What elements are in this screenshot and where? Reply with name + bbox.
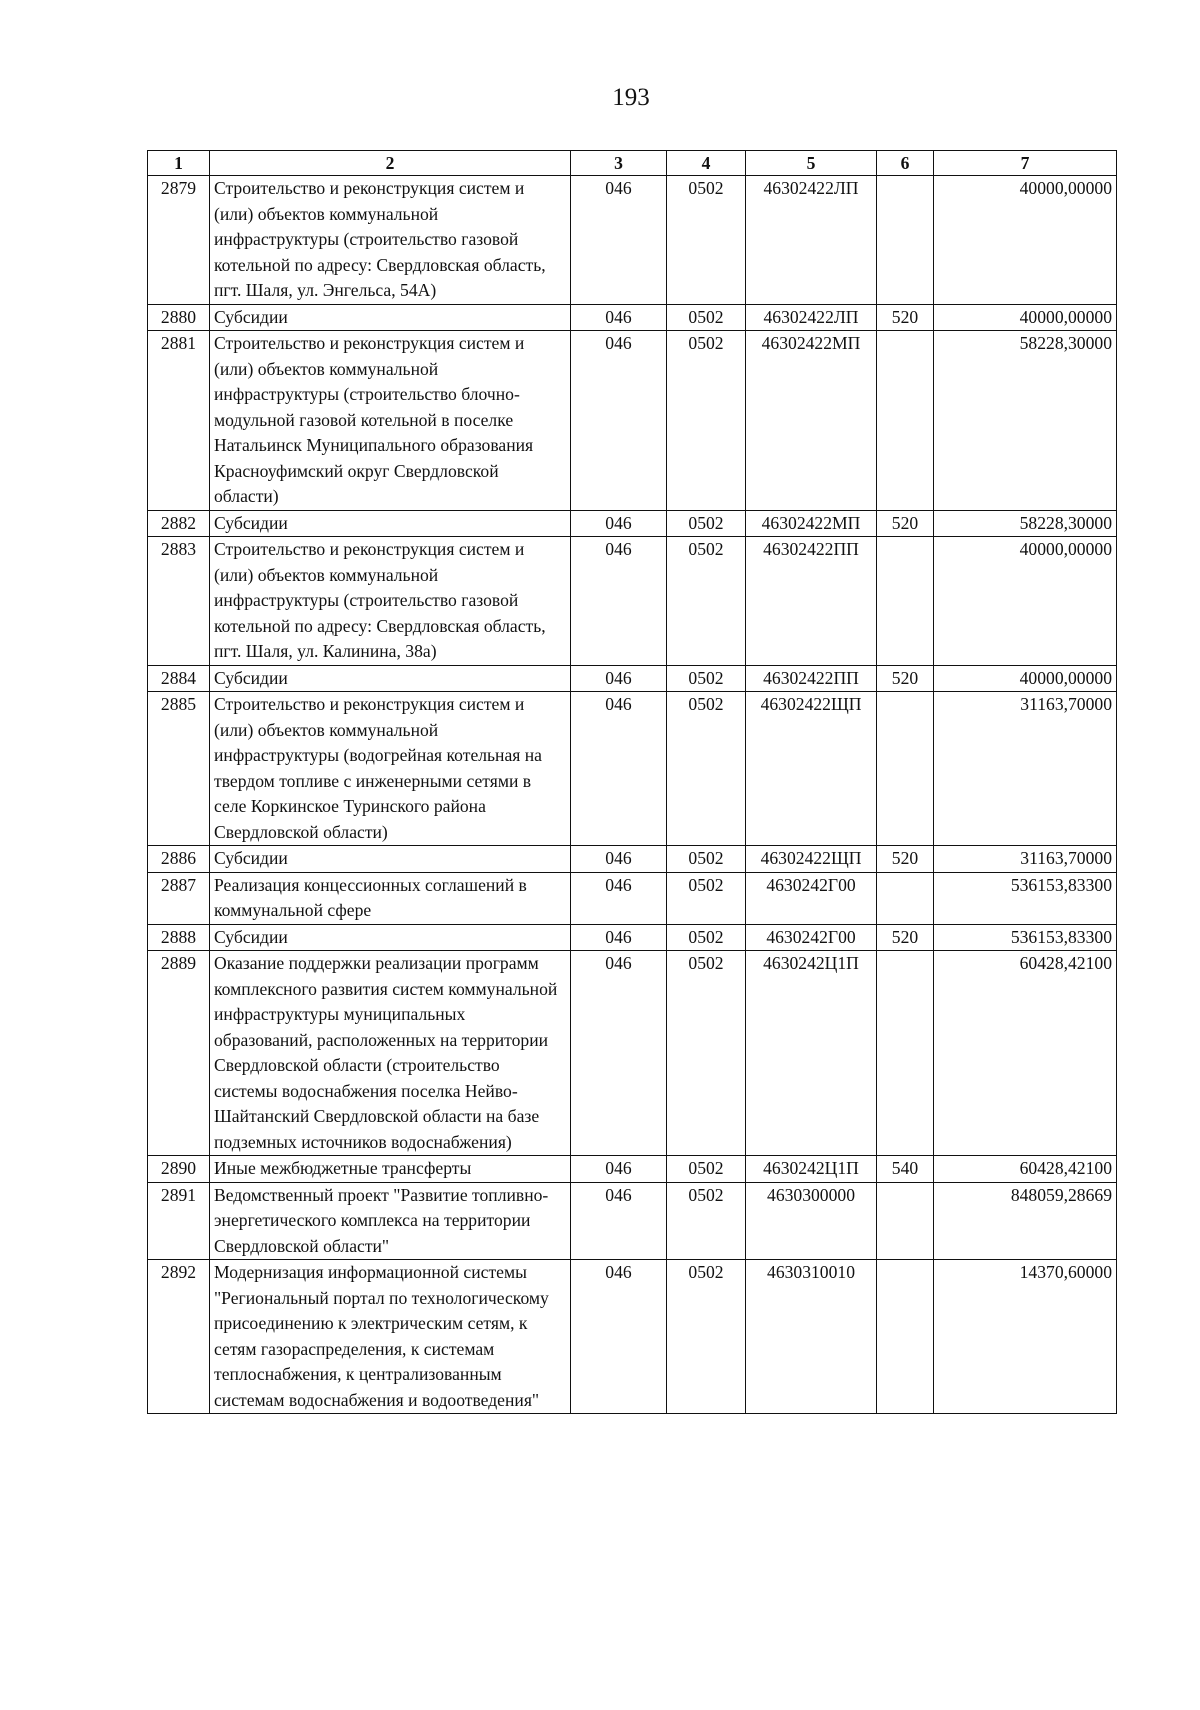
row-name: Оказание поддержки реализации программ комплексного развития систем коммунальной инфраструктуры муниципальных образований, расположенных на территории Свердловской области (строительство системы водоснабжения поселка Нейво-Шайтанский Свердловской области на базе подземных источников водоснабжения) bbox=[210, 951, 571, 1156]
row-target-code: 46302422МП bbox=[746, 510, 877, 537]
row-section-code: 0502 bbox=[667, 951, 746, 1156]
row-expense-type: 520 bbox=[877, 304, 934, 331]
row-name: Субсидии bbox=[210, 924, 571, 951]
row-expense-type bbox=[877, 951, 934, 1156]
row-name: Модернизация информационной системы "Региональный портал по технологическому присоединению к электрическим сетям, к сетям газораспределения, к системам теплоснабжения, к централизованным системам водоснабжения и водоотведения" bbox=[210, 1260, 571, 1414]
row-name: Реализация концессионных соглашений в коммунальной сфере bbox=[210, 872, 571, 924]
row-target-code: 4630242Ц1П bbox=[746, 1156, 877, 1183]
row-name: Субсидии bbox=[210, 846, 571, 873]
row-admin-code: 046 bbox=[571, 692, 667, 846]
row-admin-code: 046 bbox=[571, 1182, 667, 1260]
row-number: 2883 bbox=[148, 537, 210, 666]
row-admin-code: 046 bbox=[571, 510, 667, 537]
row-expense-type bbox=[877, 537, 934, 666]
row-admin-code: 046 bbox=[571, 1260, 667, 1414]
row-name: Строительство и реконструкция систем и (или) объектов коммунальной инфраструктуры (строительство газовой котельной по адресу: Свердловская область, пгт. Шаля, ул. Энгельса, 54А) bbox=[210, 176, 571, 305]
row-name: Строительство и реконструкция систем и (или) объектов коммунальной инфраструктуры (строительство блочно-модульной газовой котельной в поселке Натальинск Муниципального образования Красноуфимский округ Свердловской области) bbox=[210, 331, 571, 511]
row-target-code: 46302422ЩП bbox=[746, 692, 877, 846]
row-number: 2891 bbox=[148, 1182, 210, 1260]
row-admin-code: 046 bbox=[571, 951, 667, 1156]
row-name: Субсидии bbox=[210, 665, 571, 692]
row-section-code: 0502 bbox=[667, 665, 746, 692]
row-number: 2886 bbox=[148, 846, 210, 873]
row-section-code: 0502 bbox=[667, 872, 746, 924]
header-row bbox=[148, 151, 1117, 176]
row-amount: 31163,70000 bbox=[934, 692, 1117, 846]
column-header: 4 bbox=[667, 151, 746, 176]
row-target-code: 4630310010 bbox=[746, 1260, 877, 1414]
row-name: Иные межбюджетные трансферты bbox=[210, 1156, 571, 1183]
row-expense-type bbox=[877, 176, 934, 305]
row-amount: 848059,28669 bbox=[934, 1182, 1117, 1260]
row-admin-code: 046 bbox=[571, 924, 667, 951]
row-number: 2887 bbox=[148, 872, 210, 924]
row-target-code: 46302422МП bbox=[746, 331, 877, 511]
row-target-code: 4630242Г00 bbox=[746, 872, 877, 924]
row-number: 2892 bbox=[148, 1260, 210, 1414]
row-admin-code: 046 bbox=[571, 872, 667, 924]
row-expense-type bbox=[877, 692, 934, 846]
row-amount: 40000,00000 bbox=[934, 304, 1117, 331]
table-row bbox=[148, 510, 1117, 537]
row-target-code: 4630242Ц1П bbox=[746, 951, 877, 1156]
table-row bbox=[148, 665, 1117, 692]
row-target-code: 46302422ЛП bbox=[746, 304, 877, 331]
table-row bbox=[148, 924, 1117, 951]
column-header: 1 bbox=[148, 151, 210, 176]
row-amount: 536153,83300 bbox=[934, 872, 1117, 924]
row-section-code: 0502 bbox=[667, 331, 746, 511]
row-expense-type bbox=[877, 1260, 934, 1414]
table-row bbox=[148, 537, 1117, 666]
row-amount: 60428,42100 bbox=[934, 1156, 1117, 1183]
row-admin-code: 046 bbox=[571, 537, 667, 666]
column-header: 7 bbox=[934, 151, 1117, 176]
row-target-code: 46302422ПП bbox=[746, 665, 877, 692]
column-header: 3 bbox=[571, 151, 667, 176]
row-amount: 40000,00000 bbox=[934, 176, 1117, 305]
row-number: 2881 bbox=[148, 331, 210, 511]
row-section-code: 0502 bbox=[667, 176, 746, 305]
row-number: 2879 bbox=[148, 176, 210, 305]
row-amount: 58228,30000 bbox=[934, 331, 1117, 511]
row-section-code: 0502 bbox=[667, 692, 746, 846]
row-expense-type bbox=[877, 872, 934, 924]
row-number: 2889 bbox=[148, 951, 210, 1156]
row-amount: 40000,00000 bbox=[934, 665, 1117, 692]
table-row bbox=[148, 846, 1117, 873]
page-number: 193 bbox=[612, 84, 650, 111]
row-section-code: 0502 bbox=[667, 537, 746, 666]
table-row bbox=[148, 951, 1117, 1156]
row-section-code: 0502 bbox=[667, 1260, 746, 1414]
row-section-code: 0502 bbox=[667, 924, 746, 951]
row-expense-type: 520 bbox=[877, 924, 934, 951]
row-number: 2890 bbox=[148, 1156, 210, 1183]
row-number: 2885 bbox=[148, 692, 210, 846]
row-admin-code: 046 bbox=[571, 304, 667, 331]
row-expense-type: 520 bbox=[877, 665, 934, 692]
row-name: Ведомственный проект "Развитие топливно-энергетического комплекса на территории Свердловской области" bbox=[210, 1182, 571, 1260]
row-target-code: 4630300000 bbox=[746, 1182, 877, 1260]
row-number: 2884 bbox=[148, 665, 210, 692]
row-expense-type: 520 bbox=[877, 510, 934, 537]
row-target-code: 4630242Г00 bbox=[746, 924, 877, 951]
row-expense-type: 540 bbox=[877, 1156, 934, 1183]
row-target-code: 46302422ЩП bbox=[746, 846, 877, 873]
row-section-code: 0502 bbox=[667, 510, 746, 537]
row-amount: 40000,00000 bbox=[934, 537, 1117, 666]
row-amount: 60428,42100 bbox=[934, 951, 1117, 1156]
table-row bbox=[148, 1182, 1117, 1260]
row-expense-type bbox=[877, 1182, 934, 1260]
row-admin-code: 046 bbox=[571, 846, 667, 873]
row-number: 2882 bbox=[148, 510, 210, 537]
row-expense-type bbox=[877, 331, 934, 511]
row-name: Субсидии bbox=[210, 510, 571, 537]
table-row bbox=[148, 304, 1117, 331]
table-row bbox=[148, 872, 1117, 924]
row-name: Субсидии bbox=[210, 304, 571, 331]
table-row bbox=[148, 692, 1117, 846]
row-admin-code: 046 bbox=[571, 176, 667, 305]
row-admin-code: 046 bbox=[571, 331, 667, 511]
table-row bbox=[148, 176, 1117, 305]
table-row bbox=[148, 331, 1117, 511]
row-amount: 31163,70000 bbox=[934, 846, 1117, 873]
row-name: Строительство и реконструкция систем и (или) объектов коммунальной инфраструктуры (водогрейная котельная на твердом топливе с инженерными сетями в селе Коркинское Туринского района Свердловской области) bbox=[210, 692, 571, 846]
budget-table bbox=[147, 150, 1117, 1414]
row-section-code: 0502 bbox=[667, 846, 746, 873]
column-header: 2 bbox=[210, 151, 571, 176]
row-target-code: 46302422ПП bbox=[746, 537, 877, 666]
table-row bbox=[148, 1260, 1117, 1414]
row-section-code: 0502 bbox=[667, 1182, 746, 1260]
row-expense-type: 520 bbox=[877, 846, 934, 873]
row-amount: 58228,30000 bbox=[934, 510, 1117, 537]
row-section-code: 0502 bbox=[667, 304, 746, 331]
column-header: 6 bbox=[877, 151, 934, 176]
row-target-code: 46302422ЛП bbox=[746, 176, 877, 305]
row-number: 2888 bbox=[148, 924, 210, 951]
row-admin-code: 046 bbox=[571, 1156, 667, 1183]
row-admin-code: 046 bbox=[571, 665, 667, 692]
row-name: Строительство и реконструкция систем и (или) объектов коммунальной инфраструктуры (строительство газовой котельной по адресу: Свердловская область, пгт. Шаля, ул. Калинина, 38а) bbox=[210, 537, 571, 666]
table-row bbox=[148, 1156, 1117, 1183]
row-section-code: 0502 bbox=[667, 1156, 746, 1183]
row-amount: 536153,83300 bbox=[934, 924, 1117, 951]
row-number: 2880 bbox=[148, 304, 210, 331]
row-amount: 14370,60000 bbox=[934, 1260, 1117, 1414]
column-header: 5 bbox=[746, 151, 877, 176]
